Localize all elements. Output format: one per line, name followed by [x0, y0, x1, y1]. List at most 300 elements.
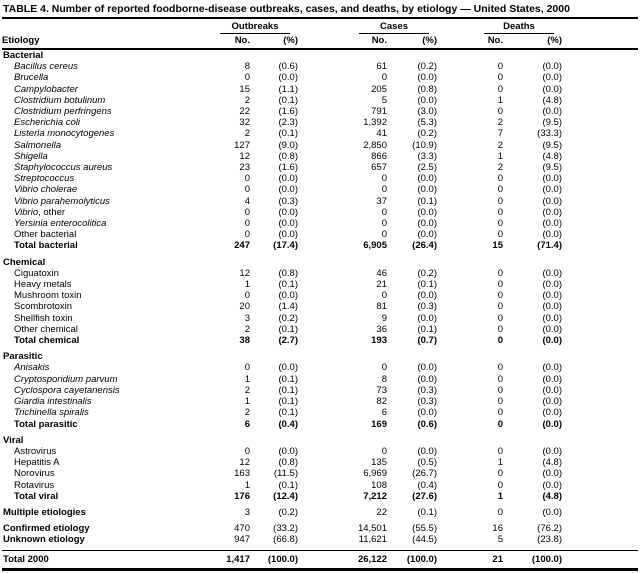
table-row — [2, 396, 638, 407]
etiology-name: Total bacterial — [14, 240, 78, 252]
cell-deaths-no: 0 — [497, 61, 503, 73]
cell-outbreaks-pct: (0.0) — [278, 229, 298, 241]
cell-cases-pct: (3.3) — [417, 150, 437, 162]
cell-outbreaks-pct: (0.8) — [278, 457, 298, 469]
cell-outbreaks-no: 163 — [234, 468, 250, 480]
section-header-label — [2, 430, 562, 446]
table-title: TABLE 4. Number of reported foodborne-disease outbreaks, cases, and deaths, by etiology — United States, 2000 — [3, 3, 570, 15]
cell-deaths-no: 2 — [497, 117, 503, 129]
row-trailing-spacer — [562, 95, 638, 106]
table-row — [2, 446, 638, 457]
table-row — [2, 162, 638, 173]
cell-outbreaks-no: 2 — [244, 384, 250, 396]
etiology-name: Vibrio parahemolyticus — [14, 195, 110, 207]
etiology-name: Streptococcus — [14, 173, 75, 185]
cell-cases-pct: (0.3) — [417, 301, 437, 313]
cell-outbreaks-pct: (0.0) — [278, 218, 298, 230]
cell-deaths-no: 0 — [497, 106, 503, 118]
cell-deaths-pct: (0.0) — [542, 301, 562, 313]
cell-outbreaks-pct: (0.1) — [278, 384, 298, 396]
etiology-label — [2, 128, 210, 139]
cell-deaths-no: 16 — [492, 523, 503, 535]
etiology-name: Yersinia enterocolitica — [14, 218, 107, 230]
cell-deaths-pct: (0.0) — [542, 506, 562, 518]
cell-cases-no: 1,392 — [363, 117, 387, 129]
row-trailing-spacer — [562, 313, 638, 324]
cell-deaths-no: 0 — [497, 418, 503, 430]
cell-cases-pct: (0.0) — [417, 72, 437, 84]
cell-deaths-no: 0 — [497, 468, 503, 480]
cell-cases-pct: (0.0) — [417, 445, 437, 457]
table-row — [2, 480, 638, 491]
cell-cases-pct: (0.1) — [417, 506, 437, 518]
cell-cases-pct: (0.0) — [417, 373, 437, 385]
table-row — [2, 324, 638, 335]
cell-deaths-pct: (0.0) — [542, 418, 562, 430]
cell-deaths-no: 0 — [497, 206, 503, 218]
etiology-label — [2, 72, 210, 83]
row-trailing-spacer — [562, 196, 638, 207]
cell-cases-no: 22 — [376, 506, 387, 518]
cell-cases-no: 11,621 — [358, 534, 387, 546]
etiology-label — [2, 279, 210, 290]
table-row — [2, 502, 638, 518]
cell-cases-pct: (27.6) — [412, 490, 437, 502]
cell-deaths-pct: (0.0) — [542, 362, 562, 374]
table-row — [2, 457, 638, 468]
cell-cases-no: 791 — [371, 106, 387, 118]
cell-cases-pct: (0.8) — [417, 83, 437, 95]
cell-outbreaks-no: 2 — [244, 407, 250, 419]
cell-cases-no: 6,905 — [363, 240, 387, 252]
column-group-spacer — [2, 19, 210, 34]
cell-outbreaks-no: 12 — [239, 150, 250, 162]
cell-outbreaks-no: 2 — [244, 128, 250, 140]
cell-outbreaks-no: 176 — [234, 490, 250, 502]
row-trailing-spacer — [562, 252, 638, 268]
etiology-name: Shellfish toxin — [14, 312, 73, 324]
cell-deaths-no: 0 — [497, 301, 503, 313]
cell-outbreaks-pct: (17.4) — [273, 240, 298, 252]
etiology-name: Parasitic — [3, 351, 43, 363]
table-row — [2, 240, 638, 251]
etiology-label — [2, 480, 210, 491]
etiology-label — [2, 419, 210, 430]
table-row — [2, 268, 638, 279]
cell-deaths-pct: (23.8) — [537, 534, 562, 546]
etiology-name: Shigella — [14, 150, 48, 162]
cell-cases-no: 169 — [371, 418, 387, 430]
cell-cases-pct: (0.5) — [417, 457, 437, 469]
section-header-label — [2, 346, 562, 362]
etiology-name: Scombrotoxin — [14, 301, 73, 313]
cell-deaths-no: 0 — [497, 323, 503, 335]
table-row — [2, 374, 638, 385]
cell-cases-pct: (2.5) — [417, 162, 437, 174]
etiology-label — [2, 290, 210, 301]
etiology-label — [2, 313, 210, 324]
table-row — [2, 362, 638, 373]
cell-deaths-no: 0 — [497, 396, 503, 408]
cell-cases-no: 0 — [381, 290, 387, 302]
cell-cases-pct: (0.1) — [417, 279, 437, 291]
cell-deaths-pct: (100.0) — [503, 550, 562, 569]
column-header-row — [2, 34, 638, 49]
cell-cases-no: 82 — [376, 396, 387, 408]
column-group-cases — [298, 19, 437, 34]
cell-outbreaks-pct: (0.0) — [278, 290, 298, 302]
row-trailing-spacer — [562, 140, 638, 151]
cell-deaths-pct: (4.8) — [542, 150, 562, 162]
row-trailing-spacer — [562, 240, 638, 251]
row-trailing-spacer — [562, 301, 638, 312]
row-trailing-spacer — [562, 106, 638, 117]
cell-deaths-pct: (0.0) — [542, 479, 562, 491]
cell-cases-no: 0 — [381, 218, 387, 230]
row-trailing-spacer — [562, 218, 638, 229]
column-header-cases-no: No. — [298, 34, 387, 49]
row-trailing-spacer — [562, 84, 638, 95]
cell-cases-no: 14,501 — [357, 523, 387, 535]
cell-outbreaks-no: 947 — [234, 534, 250, 546]
row-trailing-spacer — [562, 385, 638, 396]
table-row — [2, 534, 638, 550]
etiology-name: Anisakis — [14, 362, 50, 374]
cell-deaths-pct: (0.0) — [542, 279, 562, 291]
cell-outbreaks-no: 2 — [244, 94, 250, 106]
cell-outbreaks-pct: (0.1) — [278, 396, 298, 408]
etiology-name: Other bacterial — [14, 229, 77, 241]
cell-outbreaks-no: 0 — [244, 72, 250, 84]
row-trailing-spacer — [562, 279, 638, 290]
cell-cases-pct: (0.4) — [417, 479, 437, 491]
row-trailing-spacer — [562, 419, 638, 430]
cell-cases-pct: (0.1) — [417, 323, 437, 335]
cell-outbreaks-pct: (0.0) — [278, 206, 298, 218]
column-header-etiology: Etiology — [2, 34, 210, 49]
etiology-name: Cyclospora cayetanensis — [14, 384, 120, 396]
etiology-label — [2, 550, 210, 569]
etiology-label — [2, 268, 210, 279]
etiology-label — [2, 240, 210, 251]
row-trailing-spacer — [562, 290, 638, 301]
cell-cases-no: 73 — [376, 384, 387, 396]
cell-deaths-no: 0 — [497, 290, 503, 302]
table-row — [2, 184, 638, 195]
etiology-name: Campylobacter — [14, 83, 78, 95]
cell-cases-no: 0 — [381, 72, 387, 84]
cell-outbreaks-no: 8 — [244, 61, 250, 73]
row-trailing-spacer — [562, 128, 638, 139]
table-row — [2, 106, 638, 117]
cell-cases-no: 21 — [376, 279, 387, 291]
row-trailing-spacer — [562, 207, 638, 218]
cell-deaths-no: 0 — [497, 479, 503, 491]
etiology-name: Other chemical — [14, 323, 78, 335]
cell-deaths-no: 0 — [497, 445, 503, 457]
cell-deaths-pct: (9.5) — [542, 117, 562, 129]
cell-outbreaks-pct: (1.4) — [278, 301, 298, 313]
column-group-trailing-spacer — [562, 19, 638, 34]
cell-outbreaks-no: 0 — [244, 184, 250, 196]
etiology-name: Norovirus — [14, 468, 55, 480]
cell-outbreaks-no: 0 — [244, 290, 250, 302]
cell-cases-pct: (0.0) — [417, 206, 437, 218]
cell-cases-no: 36 — [376, 323, 387, 335]
cell-outbreaks-pct: (0.1) — [278, 373, 298, 385]
cell-outbreaks-no: 12 — [239, 457, 250, 469]
cell-deaths-pct: (0.0) — [542, 195, 562, 207]
cell-deaths-no: 0 — [497, 229, 503, 241]
etiology-label — [2, 106, 210, 117]
cell-cases-pct: (0.0) — [417, 229, 437, 241]
cell-cases-no: 41 — [376, 128, 387, 140]
etiology-label — [2, 468, 210, 479]
cell-cases-pct: (0.2) — [417, 128, 437, 140]
row-trailing-spacer — [562, 151, 638, 162]
table-body — [2, 49, 638, 569]
cell-outbreaks-pct: (0.1) — [278, 479, 298, 491]
column-group-deaths-label: Deaths — [484, 19, 554, 34]
cell-cases-no: 0 — [381, 184, 387, 196]
document-page — [2, 0, 638, 571]
etiology-name: Hepatitis A — [14, 457, 60, 469]
table-row — [2, 290, 638, 301]
cell-deaths-no: 21 — [437, 550, 503, 569]
etiology-label — [2, 396, 210, 407]
cell-outbreaks-pct: (0.0) — [278, 445, 298, 457]
cell-cases-pct: (0.0) — [417, 173, 437, 185]
table-row — [2, 550, 638, 569]
cell-deaths-no: 0 — [497, 407, 503, 419]
cell-outbreaks-pct: (0.0) — [278, 362, 298, 374]
cell-deaths-pct: (71.4) — [537, 240, 562, 252]
cell-outbreaks-pct: (0.8) — [278, 267, 298, 279]
cell-deaths-no: 0 — [497, 173, 503, 185]
cell-cases-no: 0 — [381, 173, 387, 185]
cell-outbreaks-no: 3 — [244, 506, 250, 518]
etiology-name: Cryptosporidium parvum — [14, 373, 118, 385]
etiology-label — [2, 457, 210, 468]
etiology-name-suffix: , other — [38, 206, 66, 218]
cell-outbreaks-pct: (2.7) — [278, 335, 298, 347]
table-row — [2, 518, 638, 534]
cell-cases-no: 657 — [371, 162, 387, 174]
cell-deaths-pct: (0.0) — [542, 61, 562, 73]
etiology-label — [2, 218, 210, 229]
cell-cases-pct: (0.6) — [417, 418, 437, 430]
row-trailing-spacer — [562, 362, 638, 373]
etiology-name: Multiple etiologies — [3, 506, 86, 518]
etiology-name: Total parasitic — [14, 418, 78, 430]
cell-outbreaks-pct: (0.2) — [278, 312, 298, 324]
cell-deaths-pct: (9.5) — [542, 162, 562, 174]
etiology-label — [2, 534, 210, 550]
row-trailing-spacer — [562, 49, 638, 61]
cell-deaths-no: 1 — [497, 150, 503, 162]
cell-outbreaks-no: 470 — [234, 523, 250, 535]
cell-cases-no: 0 — [381, 362, 387, 374]
cell-cases-pct: (0.0) — [417, 94, 437, 106]
row-trailing-spacer — [562, 396, 638, 407]
row-trailing-spacer — [562, 457, 638, 468]
cell-deaths-pct: (4.8) — [542, 457, 562, 469]
row-trailing-spacer — [562, 268, 638, 279]
row-trailing-spacer — [562, 430, 638, 446]
etiology-label — [2, 301, 210, 312]
cell-outbreaks-pct: (100.0) — [250, 550, 298, 569]
table-row — [2, 140, 638, 151]
cell-cases-pct: (44.5) — [412, 534, 437, 546]
row-trailing-spacer — [562, 502, 638, 518]
cell-cases-no: 26,122 — [298, 550, 387, 569]
etiology-name: Ciguatoxin — [14, 267, 59, 279]
cell-outbreaks-pct: (12.4) — [273, 490, 298, 502]
table-row — [2, 151, 638, 162]
table-row — [2, 419, 638, 430]
cell-cases-no: 81 — [376, 301, 387, 313]
cell-deaths-no: 0 — [497, 362, 503, 374]
cell-cases-pct: (0.0) — [417, 362, 437, 374]
table-row — [2, 128, 638, 139]
cell-cases-pct: (0.0) — [417, 290, 437, 302]
cell-cases-pct: (0.3) — [417, 396, 437, 408]
cell-outbreaks-no: 0 — [244, 218, 250, 230]
cell-outbreaks-pct: (0.6) — [278, 61, 298, 73]
cell-deaths-pct: (0.0) — [542, 468, 562, 480]
cell-deaths-pct: (0.0) — [542, 373, 562, 385]
etiology-name: Brucella — [14, 72, 49, 84]
cell-deaths-no: 0 — [497, 83, 503, 95]
cell-cases-pct: (26.4) — [412, 240, 437, 252]
etiology-name: Trichinella spiralis — [14, 407, 89, 419]
cell-outbreaks-pct: (1.1) — [278, 83, 298, 95]
etiology-name: Salmonella — [14, 139, 61, 151]
row-trailing-spacer — [562, 407, 638, 418]
row-trailing-spacer — [562, 491, 638, 502]
row-trailing-spacer — [562, 346, 638, 362]
table-row — [2, 301, 638, 312]
cell-deaths-no: 0 — [497, 218, 503, 230]
cell-outbreaks-no: 1 — [244, 396, 250, 408]
cell-outbreaks-pct: (0.1) — [278, 407, 298, 419]
etiology-name: Confirmed etiology — [3, 523, 90, 535]
cell-outbreaks-no: 1,417 — [210, 550, 250, 569]
cell-deaths-pct: (0.0) — [542, 83, 562, 95]
cell-outbreaks-no: 3 — [244, 312, 250, 324]
etiology-label — [2, 362, 210, 373]
cell-cases-no: 866 — [371, 150, 387, 162]
etiology-name: Clostridium botulinum — [14, 94, 106, 106]
cell-cases-pct: (0.7) — [417, 335, 437, 347]
cell-outbreaks-no: 0 — [244, 173, 250, 185]
column-group-cases-label: Cases — [359, 19, 429, 34]
cell-outbreaks-no: 2 — [244, 323, 250, 335]
etiology-label — [2, 407, 210, 418]
cell-cases-no: 61 — [376, 61, 387, 73]
cell-outbreaks-no: 4 — [244, 195, 250, 207]
cell-cases-no: 0 — [381, 445, 387, 457]
cell-deaths-no: 0 — [497, 384, 503, 396]
etiology-name: Heavy metals — [14, 279, 72, 291]
cell-deaths-no: 2 — [497, 162, 503, 174]
row-trailing-spacer — [562, 480, 638, 491]
cell-cases-no: 6 — [381, 407, 387, 419]
table-row — [2, 196, 638, 207]
cell-cases-no: 7,212 — [363, 490, 387, 502]
row-trailing-spacer — [562, 72, 638, 83]
cell-cases-no: 8 — [381, 373, 387, 385]
cell-cases-no: 2,850 — [363, 139, 387, 151]
cell-outbreaks-no: 0 — [244, 445, 250, 457]
table-row — [2, 207, 638, 218]
cell-outbreaks-pct: (9.0) — [278, 139, 298, 151]
cell-cases-pct: (0.0) — [417, 184, 437, 196]
cell-deaths-no: 0 — [497, 373, 503, 385]
column-header-deaths-no: No. — [437, 34, 503, 49]
etiology-label — [2, 385, 210, 396]
cell-outbreaks-pct: (1.6) — [278, 162, 298, 174]
row-trailing-spacer — [562, 534, 638, 550]
cell-outbreaks-no: 15 — [239, 83, 250, 95]
cell-deaths-pct: (0.0) — [542, 312, 562, 324]
column-group-deaths — [437, 19, 562, 34]
cell-cases-no: 205 — [371, 83, 387, 95]
etiology-name: Total 2000 — [3, 553, 49, 565]
row-trailing-spacer — [562, 184, 638, 195]
cell-cases-pct: (0.0) — [417, 407, 437, 419]
etiology-label — [2, 446, 210, 457]
cell-outbreaks-pct: (0.0) — [278, 72, 298, 84]
table-row — [2, 173, 638, 184]
cell-outbreaks-no: 0 — [244, 206, 250, 218]
cell-outbreaks-no: 32 — [239, 117, 250, 129]
cell-cases-pct: (0.0) — [417, 218, 437, 230]
etiology-label — [2, 196, 210, 207]
cell-deaths-pct: (0.0) — [542, 106, 562, 118]
cell-outbreaks-no: 1 — [244, 373, 250, 385]
table-row — [2, 313, 638, 324]
table-row — [2, 279, 638, 290]
etiology-label — [2, 207, 210, 218]
cell-deaths-pct: (0.0) — [542, 173, 562, 185]
etiology-label — [2, 184, 210, 195]
cell-cases-no: 193 — [371, 335, 387, 347]
etiology-label — [2, 84, 210, 95]
etiology-name: Total chemical — [14, 335, 80, 347]
cell-deaths-pct: (0.0) — [542, 229, 562, 241]
cell-outbreaks-pct: (2.3) — [278, 117, 298, 129]
cell-cases-no: 46 — [376, 267, 387, 279]
etiology-name: Viral — [3, 434, 24, 446]
cell-cases-pct: (0.2) — [417, 61, 437, 73]
row-trailing-spacer — [562, 117, 638, 128]
cell-deaths-pct: (4.8) — [542, 490, 562, 502]
row-trailing-spacer — [562, 335, 638, 346]
etiology-name: Vibrio cholerae — [14, 184, 78, 196]
row-trailing-spacer — [562, 61, 638, 72]
etiology-name: Giardia intestinalis — [14, 396, 92, 408]
etiology-name: Unknown etiology — [3, 534, 85, 546]
etiology-name: Chemical — [3, 256, 46, 268]
row-trailing-spacer — [562, 518, 638, 534]
cell-cases-pct: (0.2) — [417, 267, 437, 279]
cell-outbreaks-no: 1 — [244, 479, 250, 491]
cell-outbreaks-no: 12 — [239, 267, 250, 279]
cell-outbreaks-pct: (0.1) — [278, 128, 298, 140]
table-row — [2, 407, 638, 418]
row-trailing-spacer — [562, 446, 638, 457]
